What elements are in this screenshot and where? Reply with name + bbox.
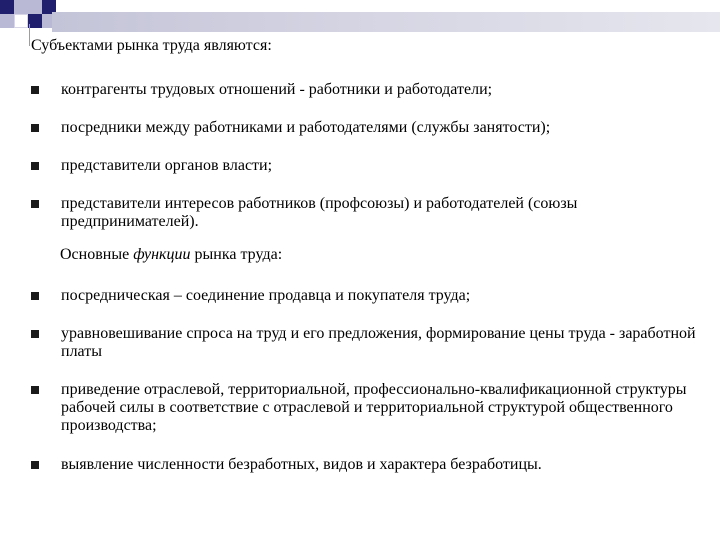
bullet-square-icon	[31, 124, 39, 132]
subjects-intro: Субъектами рынка труда являются:	[31, 37, 272, 54]
bullet-square-icon	[31, 330, 39, 338]
bullet-square-icon	[31, 461, 39, 469]
list-item-text: выявление численности безработных, видов и характера безработицы.	[61, 456, 542, 473]
list-item-text: посредническая – соединение продавца и покупателя труда;	[61, 287, 471, 304]
bullet-square-icon	[31, 386, 39, 394]
list-item-text: представители интересов работников (профсоюзы) и работодателей (союзы предпринимателей).	[61, 195, 578, 230]
functions-heading	[60, 246, 282, 264]
bullet-square-icon	[31, 162, 39, 170]
functions-heading-after: рынка труда:	[190, 246, 283, 263]
list-item-text: уравновешивание спроса на труд и его предложения, формирование цены труда - заработной платы	[61, 325, 696, 360]
list-item-text: представители органов власти;	[61, 157, 273, 174]
list-item-text: контрагенты трудовых отношений - работники и работодатели;	[61, 81, 493, 98]
list-item-text: посредники между работниками и работодателями (службы занятости);	[61, 119, 551, 136]
functions-heading-before: Основные	[60, 246, 134, 263]
list-item-text: приведение отраслевой, территориальной, профессионально-квалификационной структуры рабочей силы в соответствие с отраслевой и территориальной структурой общественного производства;	[61, 381, 687, 434]
bullet-square-icon	[31, 292, 39, 300]
functions-heading-emphasis: функции	[133, 246, 191, 263]
bullet-square-icon	[31, 200, 39, 208]
bullet-square-icon	[31, 86, 39, 94]
